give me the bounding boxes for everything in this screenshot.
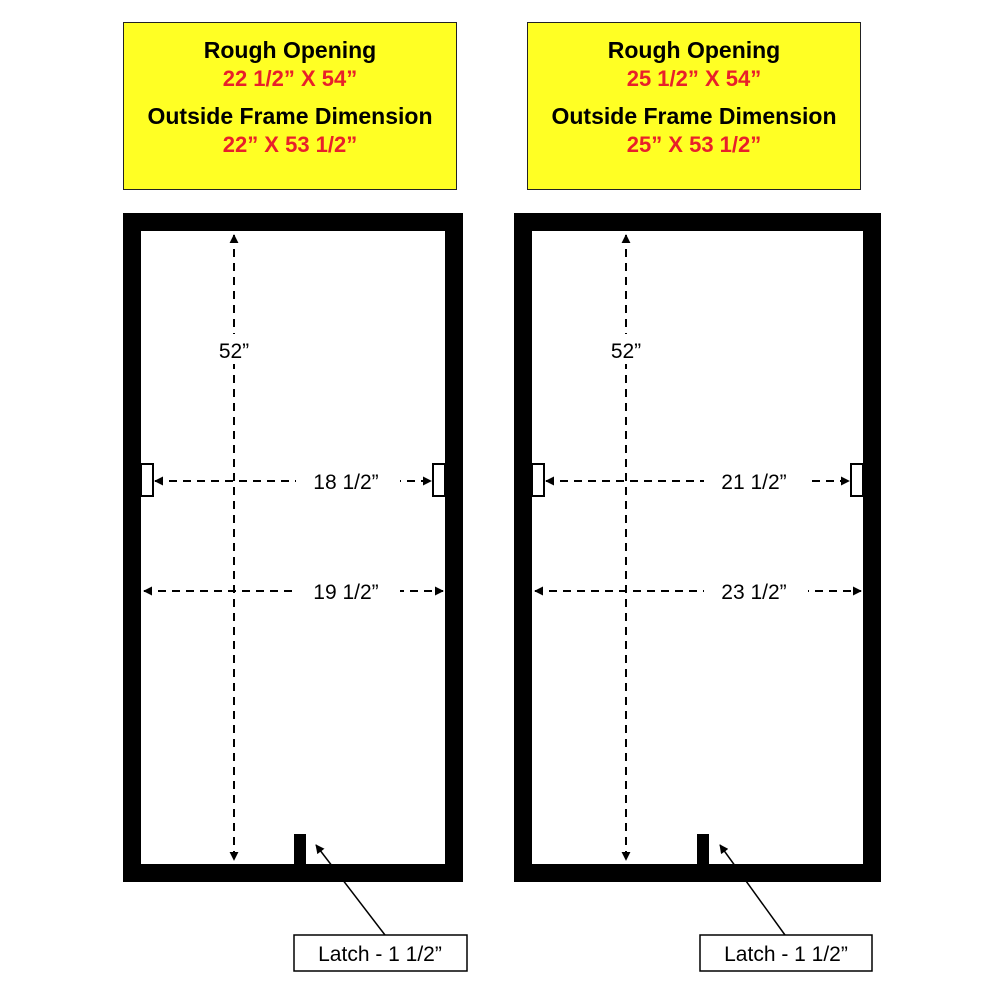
left-latch-label: Latch - 1 1/2” [318, 943, 442, 966]
left-height-label: 52” [218, 340, 250, 363]
right-height-label: 52” [610, 340, 642, 363]
right-outside-frame-title: Outside Frame Dimension [551, 103, 837, 129]
right-latch-pointer [720, 845, 785, 935]
right-rough-opening-value: 25 1/2” X 54” [626, 66, 762, 91]
left-inner-width-label: 19 1/2” [313, 581, 379, 604]
left-frame-group [132, 222, 467, 971]
right-frame-group [523, 222, 872, 971]
left-latch [294, 834, 306, 864]
right-latch-label: Latch - 1 1/2” [724, 943, 848, 966]
left-rough-opening-value: 22 1/2” X 54” [222, 66, 358, 91]
right-frame-outline [523, 222, 872, 873]
right-hinge-block-left [532, 464, 544, 496]
right-outside-frame-value: 25” X 53 1/2” [626, 132, 762, 157]
right-inner-width-label: 23 1/2” [721, 581, 787, 604]
left-latch-pointer [316, 845, 385, 935]
left-outside-frame-value: 22” X 53 1/2” [222, 132, 358, 157]
right-hinge-width-label: 21 1/2” [721, 471, 787, 494]
left-frame-outline [132, 222, 454, 873]
right-rough-opening-title: Rough Opening [607, 37, 781, 63]
right-latch [697, 834, 709, 864]
left-hinge-block-right [433, 464, 445, 496]
left-outside-frame-title: Outside Frame Dimension [147, 103, 433, 129]
left-hinge-width-label: 18 1/2” [313, 471, 379, 494]
left-hinge-block-left [141, 464, 153, 496]
left-rough-opening-title: Rough Opening [203, 37, 377, 63]
right-hinge-block-right [851, 464, 863, 496]
